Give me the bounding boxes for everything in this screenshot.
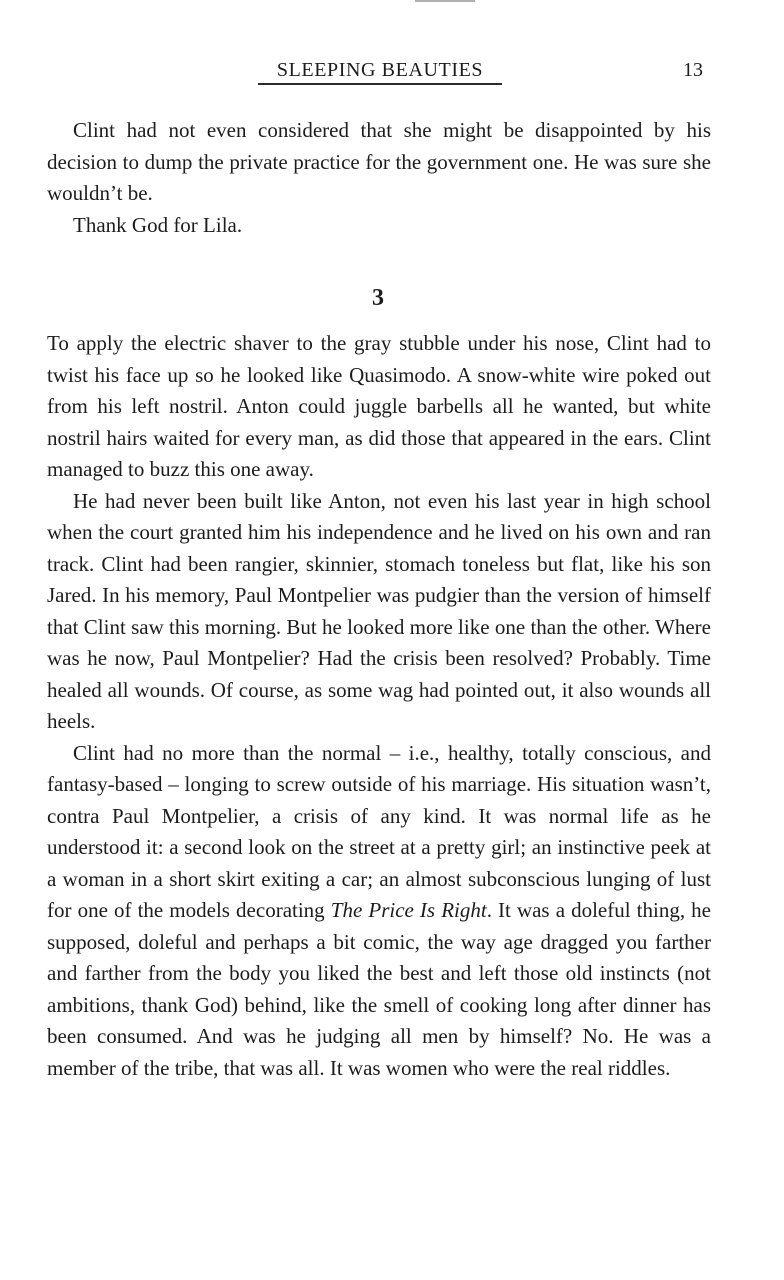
paragraph: He had never been built like Anton, not even his last year in high school when the court granted him his independence and he lived on his own and ran track. Clint had been rangier, skinnier, stomach toneless but flat, like his son Jared. In his memory, Paul Montpelier was pudgier than the version of himself that Clint saw this morning. But he looked more like one than the other. Where was he now, Paul Montpelier? Had the crisis been resolved? Probably. Time healed all wounds. Of course, as some wag had pointed out, it also wounds all heels. <box>47 488 711 733</box>
running-header <box>0 57 784 87</box>
italic-title: The Price Is Right <box>330 898 487 922</box>
page-number: 13 <box>683 59 703 81</box>
running-title: SLEEPING BEAUTIES <box>276 59 484 81</box>
text-block-chapter <box>47 328 711 1084</box>
paragraph: To apply the electric shaver to the gray stubble under his nose, Clint had to twist his face up so he looked like Quasimodo. A snow-white wire poked out from his left nostril. Anton could juggle barbells all he wanted, but white nostril hairs waited for every man, as did those that appeared in the ears. Clint managed to buzz this one away. <box>47 331 711 481</box>
paragraph: Clint had not even considered that she might be disappointed by his decision to dump the private practice for the government one. He was sure she wouldn’t be. <box>47 118 711 205</box>
chapter-number: 3 <box>372 285 384 311</box>
paragraph-text: . It was a doleful thing, he supposed, doleful and perhaps a bit comic, the way age dragged you farther and farther from the body you liked the best and left those old instincts (not ambitions, thank God) behind, like the smell of cooking long after dinner has been consumed. And was he judging all men by himself? No. He was a member of the tribe, that was all. It was women who were the real riddles. <box>47 898 711 1080</box>
paragraph: Thank God for Lila. <box>73 212 243 237</box>
text-block-previous-section <box>47 115 711 241</box>
running-title-underline <box>258 83 502 85</box>
top-edge-mark <box>415 0 475 2</box>
paragraph <box>47 738 711 1085</box>
paragraph-text: Clint had no more than the normal – i.e., healthy, totally conscious, and fantasy-based – longing to screw outside of his marriage. His situation wasn’t, contra Paul Montpelier, a crisis of any kind. It was normal life as he understood it: a second look on the street at a pretty girl; an instinctive peek at a woman in a short skirt exiting a car; an almost subconscious lunging of lust for one of the models decorating <box>47 740 711 922</box>
